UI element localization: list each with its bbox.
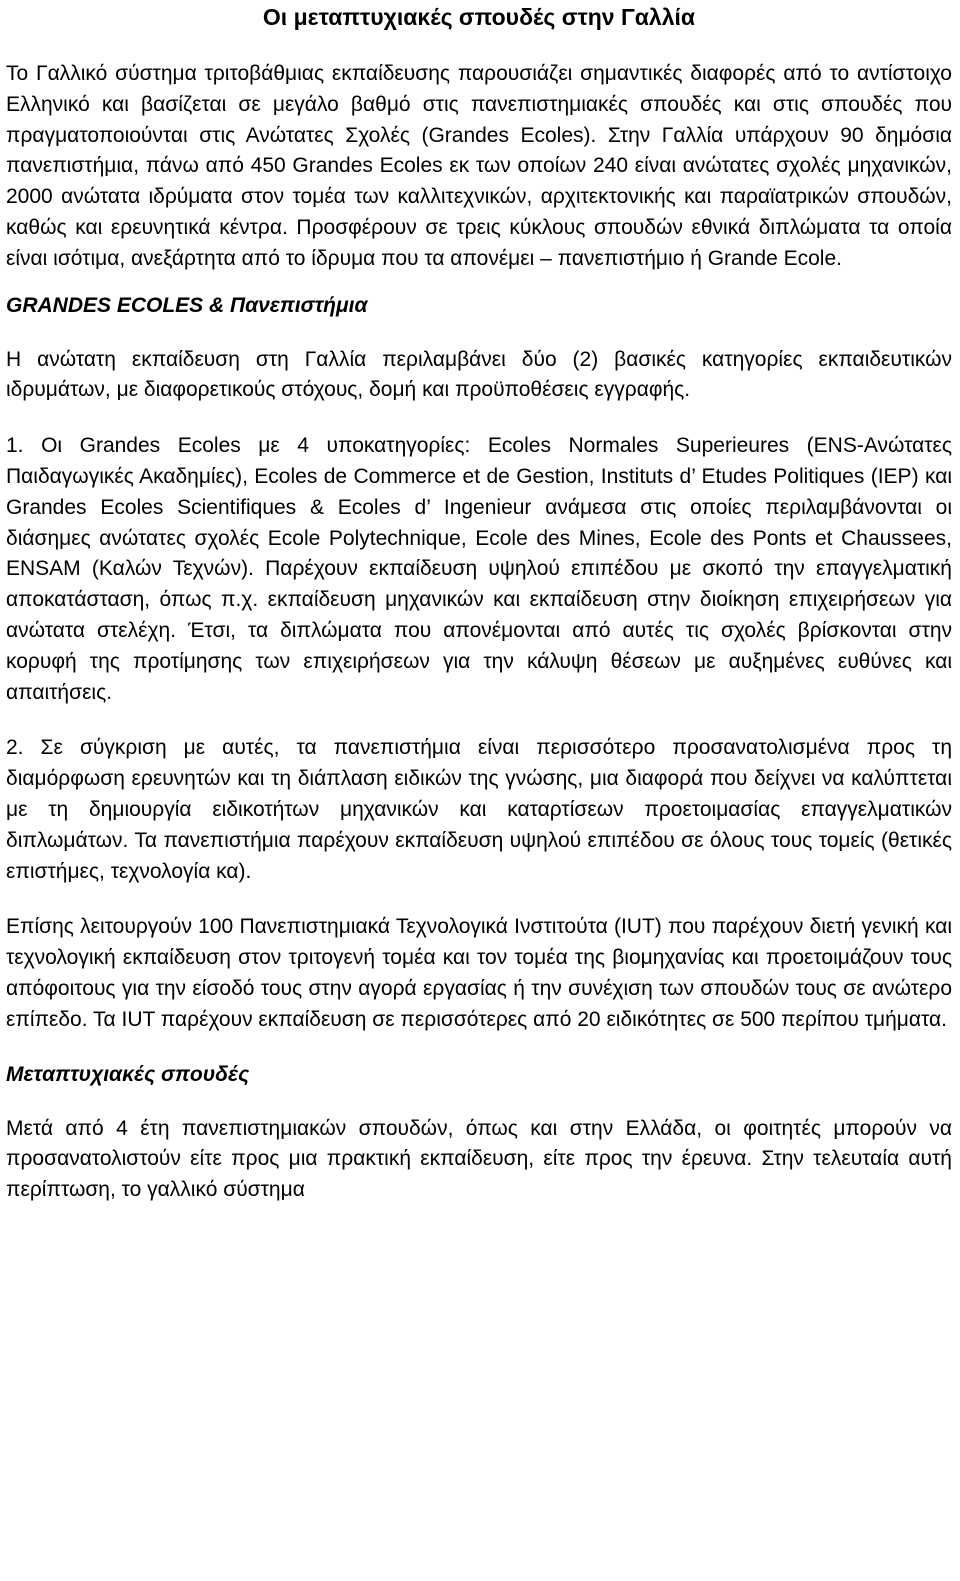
grandes-ecoles-item-paragraph: 1. Οι Grandes Ecoles με 4 υποκατηγορίες: Ecoles Normales Superieures (ENS-Ανώτατες Παιδαγωγικές Ακαδημίες), Ecoles de Commerce et de Gestion, Instituts d’ Etudes Politiques (IEP) και Grandes Ecoles Scientifiques & Ecoles d’ Ingenieur ανάμεσα στις οποίες περιλαμβάνονται οι διάσημες ανώτατες σχολές Ecole Polytechnique, Ecole des Mines, Ecole des Ponts et Chaussees, ENSAM (Καλών Τεχνών). Παρέχουν εκπαίδευση υψηλού επιπέδου με σκοπό την επαγγελματική αποκατάσταση, όπως π.χ. εκπαίδευση μηχανικών και εκπαίδευση στην διοίκηση επιχειρήσεων για ανώτατα στελέχη. Έτσι, τα διπλώματα που απονέμονται από αυτές τις σχολές βρίσκονται στην κορυφή της προτίμησης των επιχειρήσεων για την κάλυψη θέσεων με αυξημένες ευθύνες και απαιτήσεις.: [6, 434, 952, 704]
intro-paragraph: Το Γαλλικό σύστημα τριτοβάθμιας εκπαίδευσης παρουσιάζει σημαντικές διαφορές από το αντίστοιχο Ελληνικό και βασίζεται σε μεγάλο βαθμό στις πανεπιστημιακές σπουδές και στις σπουδές που πραγματοποιούνται στις Ανώτατες Σχολές (Grandes Ecoles). Στην Γαλλία υπάρχουν 90 δημόσια πανεπιστήμια, πάνω από 450 Grandes Ecoles εκ των οποίων 240 είναι ανώτατες σχολές μηχανικών, 2000 ανώτατα ιδρύματα στον τομέα των καλλιτεχνικών, αρχιτεκτονικής και παραϊατρικών σπουδών, καθώς και ερευνητικά κέντρα. Προσφέρουν σε τρεις κύκλους σπουδών εθνικά διπλώματα τα οποία είναι ισότιμα, ανεξάρτητα από το ίδρυμα που τα απονέμει – πανεπιστήμιο ή Grande Ecole.: [6, 62, 952, 270]
universities-item-paragraph: 2. Σε σύγκριση με αυτές, τα πανεπιστήμια είναι περισσότερο προσανατολισμένα προς τη διαμόρφωση ερευνητών και τη διάπλαση ειδικών της γνώσης, μια διαφορά που δείχνει να καλύπτεται με τη δημιουργία ειδικοτήτων μηχανικών και καταρτίσεων προετοιμασίας επαγγελματικών διπλωμάτων. Τα πανεπιστήμια παρέχουν εκπαίδευση υψηλού επιπέδου σε όλους τους τομείς (θετικές επιστήμες, τεχνολογία κα).: [6, 736, 952, 883]
document-page: [6, 0, 952, 1206]
section-heading-postgrad: Μεταπτυχιακές σπουδές: [6, 1062, 250, 1086]
iut-paragraph: Επίσης λειτουργούν 100 Πανεπιστημιακά Τεχνολογικά Ινστιτούτα (IUT) που παρέχουν διετή γενική και τεχνολογική εκπαίδευση στον τριτογενή τομέα και τον τομέα της βιομηχανίας και προετοιμάζουν τους απόφοιτους για την είσοδό τους στην αγορά εργασίας ή την συνέχιση των σπουδών τους σε ανώτερο επίπεδο. Τα IUT παρέχουν εκπαίδευση σε περισσότερες από 20 ειδικότητες σε 500 περίπου τμήματα.: [6, 915, 952, 1031]
categories-paragraph: Η ανώτατη εκπαίδευση στη Γαλλία περιλαμβάνει δύο (2) βασικές κατηγορίες εκπαιδευτικών ιδρυμάτων, με διαφορετικούς στόχους, δομή και προϋποθέσεις εγγραφής.: [6, 347, 952, 402]
section-heading-grandes-ecoles: GRANDES ECOLES & Πανεπιστήμια: [6, 293, 368, 317]
postgrad-paragraph: Μετά από 4 έτη πανεπιστημιακών σπουδών, όπως και στην Ελλάδα, οι φοιτητές μπορούν να προσανατολιστούν είτε προς μια πρακτική εκπαίδευση, είτε προς την έρευνα. Στην τελευταία αυτή περίπτωση, το γαλλικό σύστημα: [6, 1116, 952, 1202]
document-title: Οι μεταπτυχιακές σπουδές στην Γαλλία: [262, 4, 696, 30]
